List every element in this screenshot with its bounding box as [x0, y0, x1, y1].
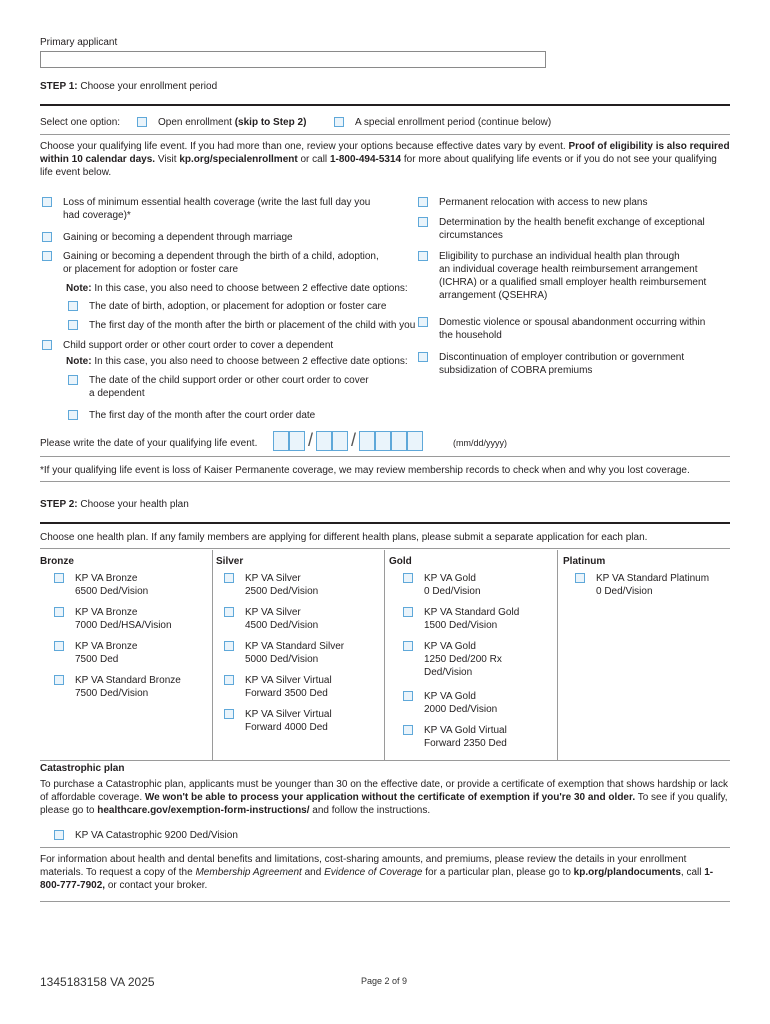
- column-divider: [212, 550, 213, 760]
- year-digit-1[interactable]: [359, 431, 375, 451]
- event-birth-first-day-option[interactable]: The first day of the month after the birth or placement of the child with you: [68, 319, 415, 332]
- plan-silver-virtual-3500[interactable]: KP VA Silver Virtual Forward 3500 Ded: [224, 674, 332, 700]
- checkbox[interactable]: [418, 217, 428, 227]
- form-id: 1345183158 VA 2025: [40, 975, 155, 989]
- checkbox[interactable]: [418, 251, 428, 261]
- checkbox[interactable]: [575, 573, 585, 583]
- date-separator: /: [308, 430, 314, 450]
- plan-standard-gold-1500[interactable]: KP VA Standard Gold 1500 Ded/Vision: [403, 606, 519, 632]
- year-digit-2[interactable]: [375, 431, 391, 451]
- plan-gold-2000[interactable]: KP VA Gold 2000 Ded/Vision: [403, 690, 497, 716]
- plan-bronze-6500[interactable]: KP VA Bronze 6500 Ded/Vision: [54, 572, 148, 598]
- event-exceptional-circumstances[interactable]: Determination by the health benefit exchange of exceptional circumstances: [418, 216, 705, 242]
- open-enrollment-checkbox[interactable]: [137, 117, 147, 127]
- month-digit-2[interactable]: [289, 431, 305, 451]
- divider: [40, 456, 730, 457]
- plan-silver-2500[interactable]: KP VA Silver 2500 Ded/Vision: [224, 572, 318, 598]
- checkbox[interactable]: [418, 317, 428, 327]
- divider: [40, 847, 730, 848]
- primary-applicant-field[interactable]: [40, 51, 546, 68]
- plan-catastrophic-9200[interactable]: KP VA Catastrophic 9200 Ded/Vision: [54, 829, 238, 842]
- event-relocation[interactable]: Permanent relocation with access to new plans: [418, 196, 647, 209]
- divider: [40, 548, 730, 549]
- checkbox[interactable]: [403, 691, 413, 701]
- event-marriage[interactable]: Gaining or becoming a dependent through marriage: [42, 231, 293, 244]
- checkbox[interactable]: [54, 830, 64, 840]
- checkbox[interactable]: [42, 197, 52, 207]
- primary-applicant-label: Primary applicant: [40, 37, 118, 48]
- platinum-header: Platinum: [563, 556, 606, 567]
- plan-standard-silver-5000[interactable]: KP VA Standard Silver 5000 Ded/Vision: [224, 640, 344, 666]
- silver-header: Silver: [216, 556, 244, 567]
- note-birth: Note: In this case, you also need to choose between 2 effective date options:: [66, 283, 408, 294]
- year-digit-3[interactable]: [391, 431, 407, 451]
- checkbox[interactable]: [68, 301, 78, 311]
- event-court-date-option[interactable]: The date of the child support order or other court order to cover a dependent: [68, 374, 369, 400]
- note-court: Note: In this case, you also need to choose between 2 effective date options:: [66, 356, 408, 367]
- event-court-order[interactable]: Child support order or other court order to cover a dependent: [42, 339, 333, 352]
- step1-title: STEP 1: Choose your enrollment period: [40, 81, 218, 92]
- option-special-enrollment[interactable]: A special enrollment period (continue below): [334, 116, 551, 129]
- date-separator: /: [351, 430, 357, 450]
- plan-standard-bronze-7500[interactable]: KP VA Standard Bronze 7500 Ded/Vision: [54, 674, 181, 700]
- checkbox[interactable]: [418, 352, 428, 362]
- event-birth-date-option[interactable]: The date of birth, adoption, or placement for adoption or foster care: [68, 300, 386, 313]
- checkbox[interactable]: [42, 251, 52, 261]
- event-domestic-violence[interactable]: Domestic violence or spousal abandonment occurring within the household: [418, 316, 705, 342]
- page-number: Page 2 of 9: [361, 976, 408, 986]
- divider: [40, 760, 730, 761]
- qualifying-event-date-input[interactable]: [273, 429, 423, 452]
- checkbox[interactable]: [403, 573, 413, 583]
- day-digit-1[interactable]: [316, 431, 332, 451]
- gold-header: Gold: [389, 556, 412, 567]
- checkbox[interactable]: [403, 641, 413, 651]
- checkbox[interactable]: [68, 320, 78, 330]
- checkbox[interactable]: [418, 197, 428, 207]
- checkbox[interactable]: [224, 675, 234, 685]
- plan-info-text: For information about health and dental benefits and limitations, cost-sharing amounts, and premiums, please review the details in your enrollment materials. To request a copy of the Membership Agreement and Evidence of Coverage for a particular plan, please go to kp.org/plandocuments, call 1-800-777-7902, or contact your broker.: [40, 854, 714, 891]
- checkbox[interactable]: [68, 410, 78, 420]
- checkbox[interactable]: [403, 607, 413, 617]
- step2-intro: Choose one health plan. If any family members are applying for different health plans, please submit a separate application for each plan.: [40, 532, 648, 543]
- checkbox[interactable]: [54, 675, 64, 685]
- checkbox[interactable]: [224, 641, 234, 651]
- checkbox[interactable]: [68, 375, 78, 385]
- event-loss-of-coverage[interactable]: Loss of minimum essential health coverage (write the last full day you had coverage)*: [42, 196, 370, 222]
- catastrophic-header: Catastrophic plan: [40, 763, 125, 774]
- divider: [40, 481, 730, 482]
- step2-title: STEP 2: Choose your health plan: [40, 499, 189, 510]
- event-cobra-discontinuation[interactable]: Discontinuation of employer contribution or government subsidization of COBRA premiums: [418, 351, 684, 377]
- plan-silver-virtual-4000[interactable]: KP VA Silver Virtual Forward 4000 Ded: [224, 708, 332, 734]
- divider: [40, 901, 730, 902]
- catastrophic-text: To purchase a Catastrophic plan, applicants must be younger than 30 on the effective date, or provide a certificate of exemption that shows hardship or lack of affordable coverage. We won't be able to process your application without the certificate of exemption if you're 30 and older. To see if you qualify, please go to healthcare.gov/exemption-form-instructions/ and follow the instructions.: [40, 779, 728, 816]
- date-format-hint: (mm/dd/yyyy): [453, 438, 507, 448]
- checkbox[interactable]: [224, 607, 234, 617]
- day-digit-2[interactable]: [332, 431, 348, 451]
- step1-footnote: *If your qualifying life event is loss of Kaiser Permanente coverage, we may review membership records to check when and why you lost coverage.: [40, 465, 690, 476]
- column-divider: [384, 550, 385, 760]
- special-enrollment-checkbox[interactable]: [334, 117, 344, 127]
- checkbox[interactable]: [403, 725, 413, 735]
- checkbox[interactable]: [54, 607, 64, 617]
- plan-gold-0[interactable]: KP VA Gold 0 Ded/Vision: [403, 572, 481, 598]
- divider: [40, 134, 730, 135]
- event-ichra-qsehra[interactable]: Eligibility to purchase an individual health plan through an individual coverage health reimbursement arrangement (ICHRA) or a qualified small employer health reimbursement arrangement (QSEHRA): [418, 250, 706, 302]
- checkbox[interactable]: [42, 232, 52, 242]
- month-digit-1[interactable]: [273, 431, 289, 451]
- step1-rule: [40, 104, 730, 106]
- column-divider: [557, 550, 558, 760]
- checkbox[interactable]: [54, 641, 64, 651]
- option-open-enrollment[interactable]: Open enrollment (skip to Step 2): [137, 116, 306, 129]
- plan-gold-1250[interactable]: KP VA Gold 1250 Ded/200 Rx Ded/Vision: [403, 640, 502, 679]
- plan-bronze-7000[interactable]: KP VA Bronze 7000 Ded/HSA/Vision: [54, 606, 172, 632]
- bronze-header: Bronze: [40, 556, 74, 567]
- checkbox[interactable]: [224, 573, 234, 583]
- plan-silver-4500[interactable]: KP VA Silver 4500 Ded/Vision: [224, 606, 318, 632]
- step2-rule: [40, 522, 730, 524]
- date-prompt: Please write the date of your qualifying life event.: [40, 438, 258, 449]
- checkbox[interactable]: [42, 340, 52, 350]
- plan-bronze-7500[interactable]: KP VA Bronze 7500 Ded: [54, 640, 137, 666]
- plan-gold-virtual-2350[interactable]: KP VA Gold Virtual Forward 2350 Ded: [403, 724, 507, 750]
- checkbox[interactable]: [224, 709, 234, 719]
- event-birth-adoption[interactable]: Gaining or becoming a dependent through the birth of a child, adoption, or placement for adoption or foster care: [42, 250, 379, 276]
- event-court-first-day-option[interactable]: The first day of the month after the court order date: [68, 409, 315, 422]
- year-digit-4[interactable]: [407, 431, 423, 451]
- checkbox[interactable]: [54, 573, 64, 583]
- step1-intro: Choose your qualifying life event. If you had more than one, review your options because effective dates vary by event. Proof of eligibility is also required within 10 calendar days. Visit kp.org/specialenrollment or call 1-800-494-5314 for more about qualifying life events or if you do not see your qualifying life event below.: [40, 141, 730, 178]
- select-one-label: Select one option:: [40, 117, 121, 128]
- plan-standard-platinum-0[interactable]: KP VA Standard Platinum 0 Ded/Vision: [575, 572, 709, 598]
